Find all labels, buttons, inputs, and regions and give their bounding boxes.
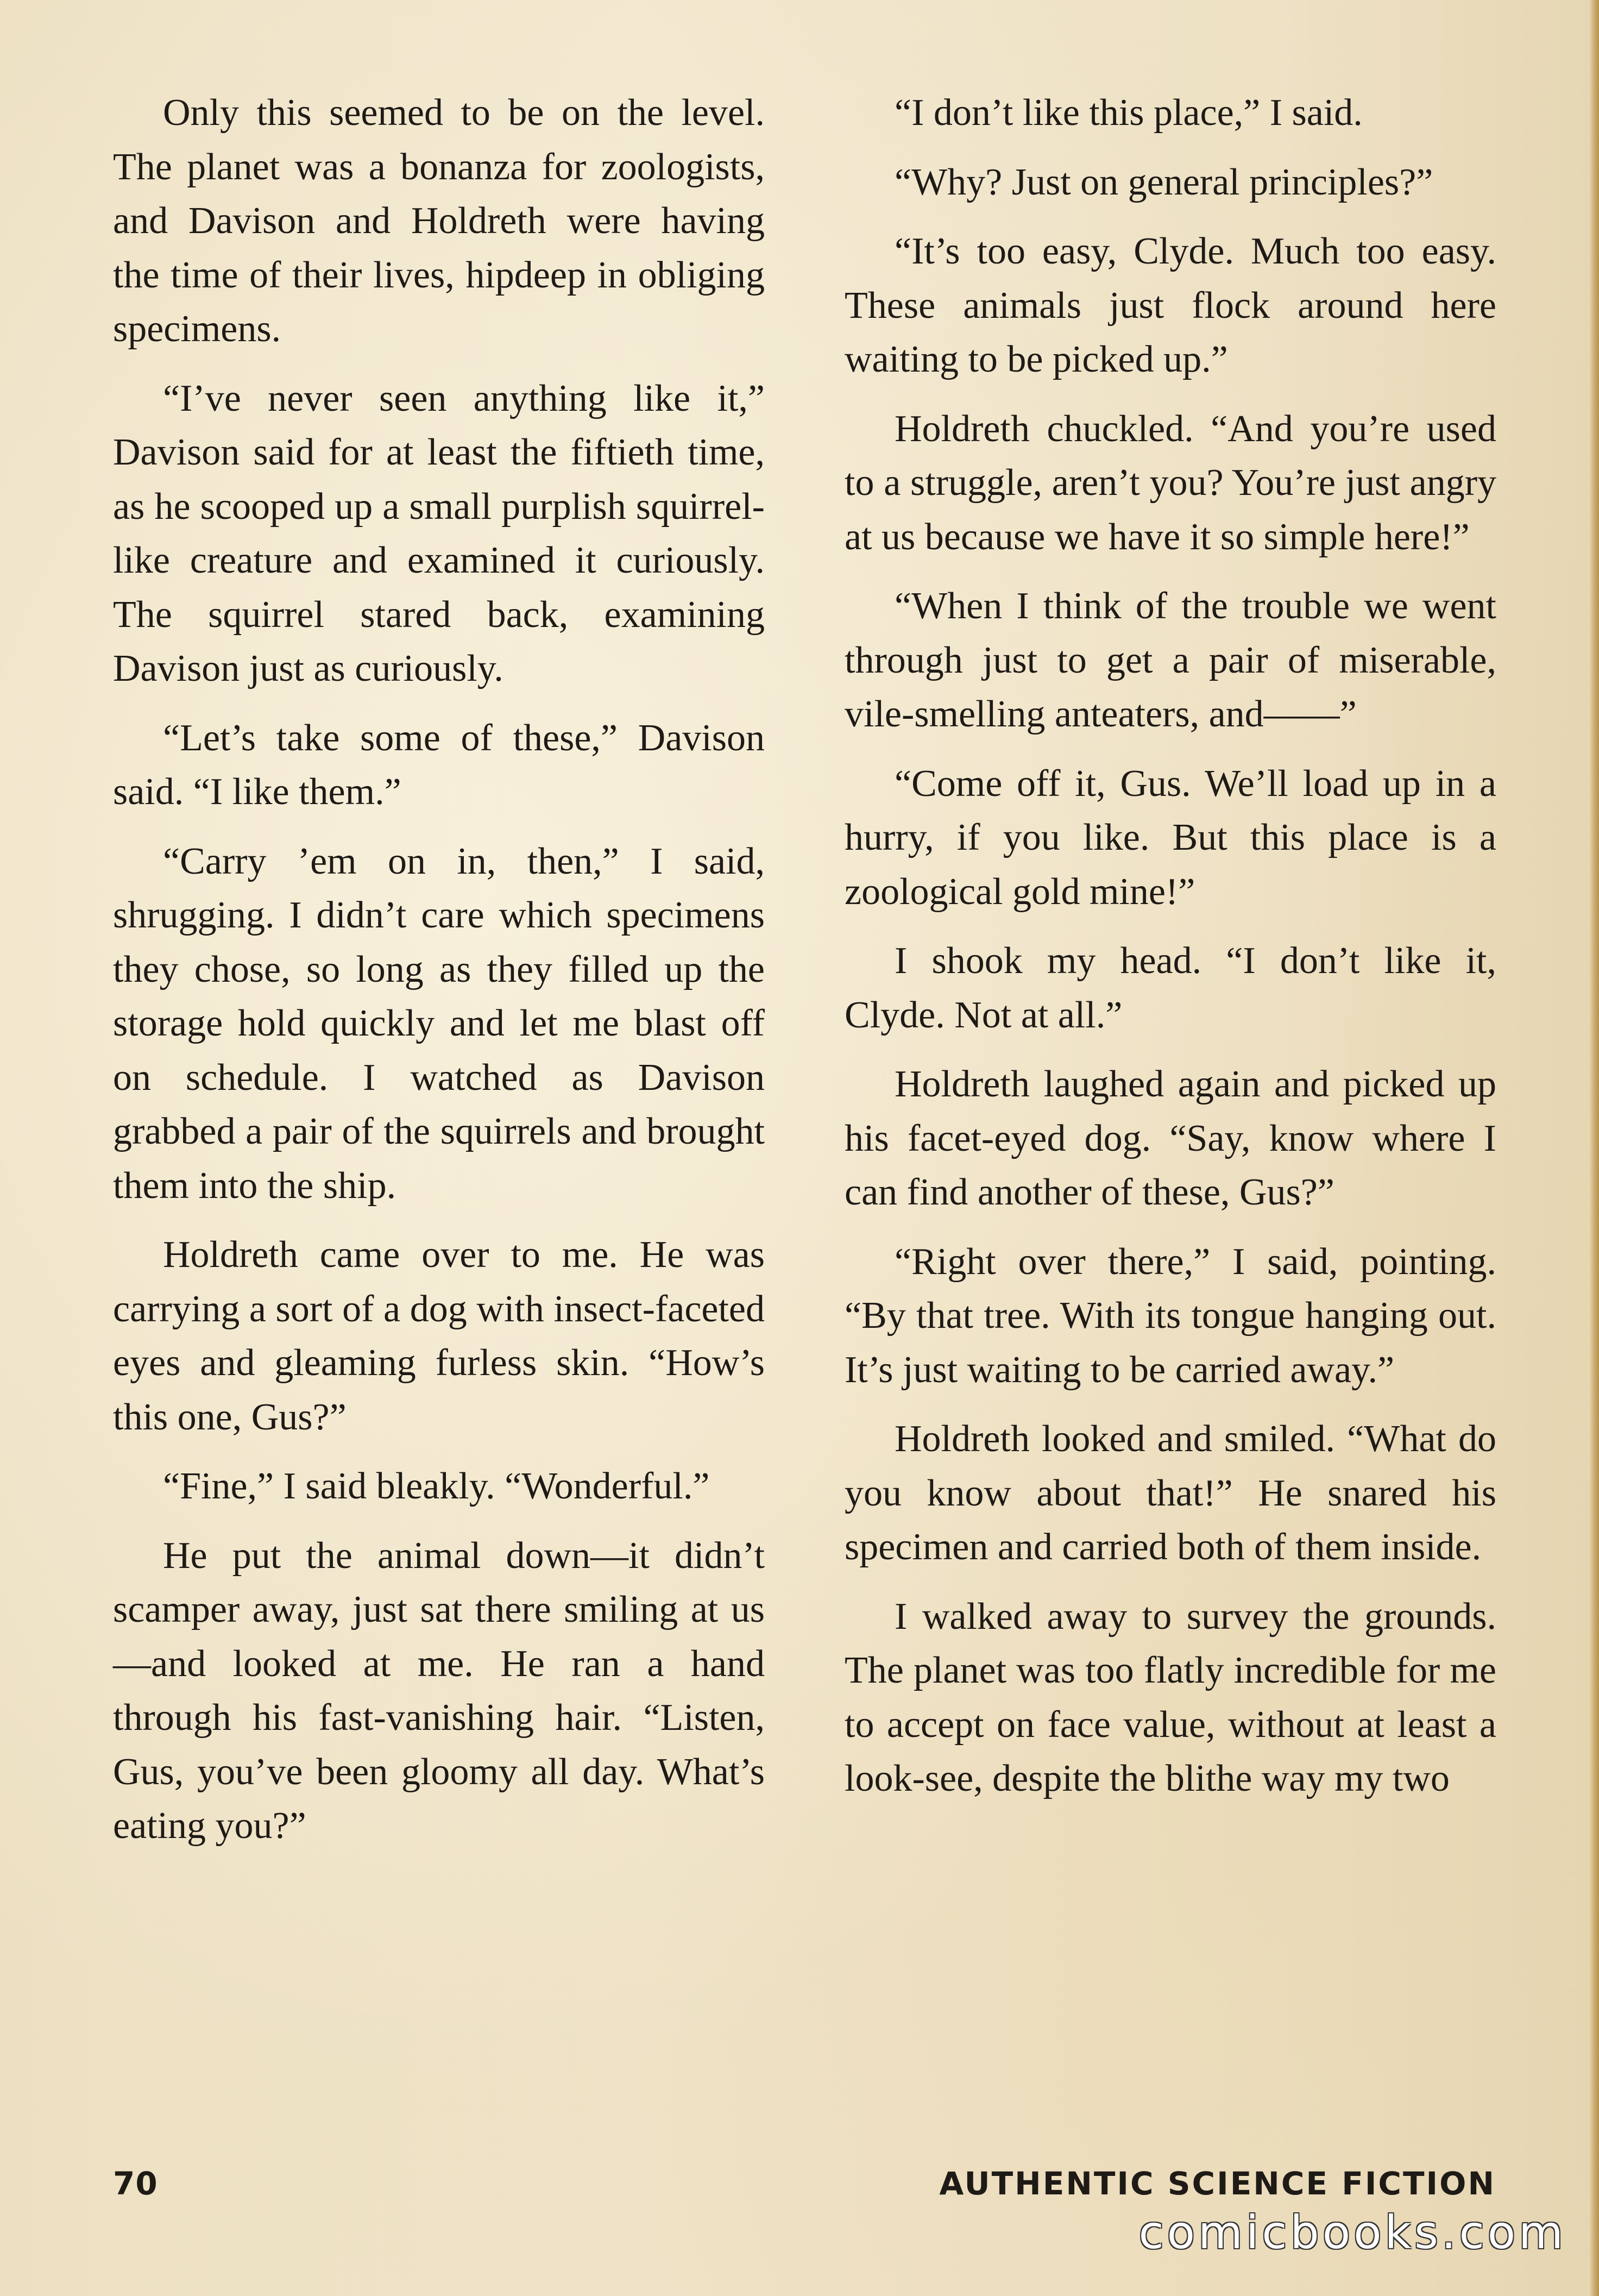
paragraph: Holdreth laughed again and picked up his facet-eyed dog. “Say, know where I can find another of these, Gus?”	[845, 1063, 1496, 1213]
paragraph: I walked away to survey the grounds. The planet was too flatly incredible for me to accept on face value, without at least a look-see, despite the blithe way my two	[845, 1595, 1496, 1799]
paragraph: “Carry ’em on in, then,” I said, shrugging. I didn’t care which specimens they chose, so long as they filled up the storage hold quickly and let me blast off on schedule. I watched as Davison grabbed a pair of the squirrels and brought them into the ship.	[113, 840, 765, 1207]
paragraph: Holdreth came over to me. He was carrying a sort of a dog with insect-faceted eyes and gleaming furless skin. “How’s this one, Gus?”	[113, 1234, 765, 1438]
paragraph: Holdreth chuckled. “And you’re used to a struggle, aren’t you? You’re just angry at us because we have it so simple here!”	[845, 407, 1496, 558]
paragraph: “I don’t like this place,” I said.	[895, 92, 1363, 134]
paragraph: “I’ve never seen anything like it,” Davison said for at least the fiftieth time, as he scooped up a small purplish squirrel-like creature and examined it curiously. The squirrel stared back, examining Davison just as curiously.	[113, 377, 765, 689]
paragraph: “Come off it, Gus. We’ll load up in a hurry, if you like. But this place is a zoological gold mine!”	[845, 762, 1496, 913]
left-column	[113, 86, 765, 1868]
paragraph: “Why? Just on general principles?”	[895, 161, 1433, 203]
paragraph: Holdreth looked and smiled. “What do you know about that!” He snared his specimen and carried both of them inside.	[845, 1418, 1496, 1568]
paragraph: Only this seemed to be on the level. The planet was a bonanza for zoologists, and Davison and Holdreth were having the time of their lives, hipdeep in obliging specimens.	[113, 92, 765, 350]
paragraph: “Fine,” I said bleakly. “Wonderful.”	[163, 1465, 710, 1507]
paragraph: “Right over there,” I said, pointing. “By that tree. With its tongue hanging out. It’s just waiting to be carried away.”	[845, 1240, 1496, 1391]
watermark: comicbooks.com	[1138, 2206, 1566, 2259]
page-number: 70	[113, 2165, 158, 2202]
paragraph: He put the animal down—it didn’t scamper away, just sat there smiling at us—and looked at me. He ran a hand through his fast-vanishing hair. “Listen, Gus, you’ve been gloomy all day. What’s eating you?”	[113, 1534, 765, 1847]
magazine-title: AUTHENTIC SCIENCE FICTION	[939, 2165, 1496, 2202]
paragraph: “When I think of the trouble we went through just to get a pair of miserable, vile-smelling anteaters, and——”	[845, 585, 1496, 735]
paragraph: I shook my head. “I don’t like it, Clyde. Not at all.”	[845, 940, 1496, 1036]
page-edge	[1589, 0, 1599, 2296]
paragraph: “It’s too easy, Clyde. Much too easy. These animals just flock around here waiting to be picked up.”	[845, 230, 1496, 380]
paragraph: “Let’s take some of these,” Davison said. “I like them.”	[113, 717, 765, 813]
right-column	[845, 86, 1496, 1821]
